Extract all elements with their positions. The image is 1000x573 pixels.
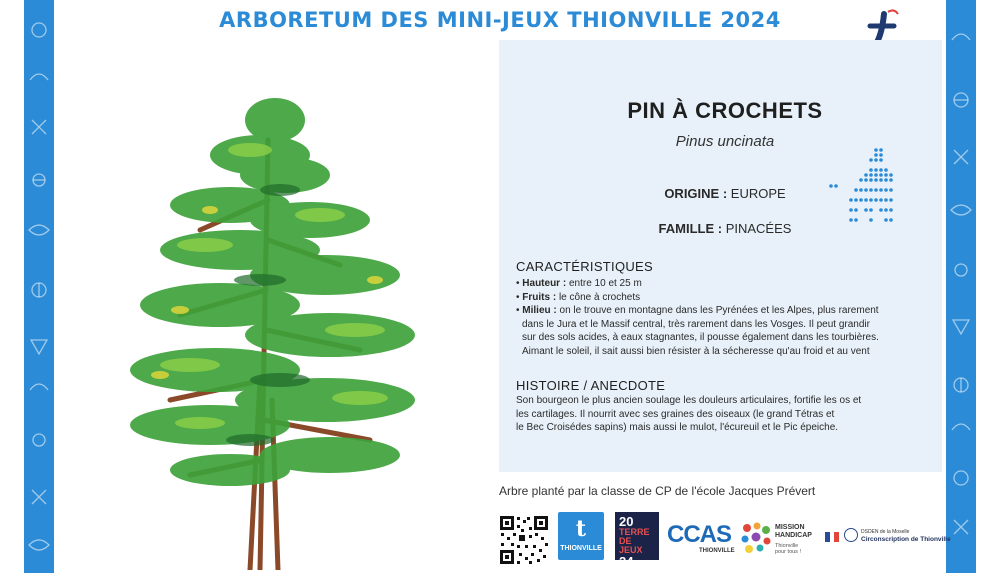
ccas-text: CCAS xyxy=(667,521,732,548)
tdj-line: DE JEUX xyxy=(619,536,643,555)
right-sport-pattern-band xyxy=(946,0,976,573)
family-value: PINACÉES xyxy=(725,221,792,236)
history-text xyxy=(516,394,936,435)
qr-code-icon[interactable] xyxy=(499,515,549,565)
height-label: Hauteur : xyxy=(522,278,567,289)
habitat-line: dans le Jura et le Massif central, très rarement dans les Vosges. Il peut grandir xyxy=(522,318,870,330)
mh-line: Thionville xyxy=(775,543,799,549)
painted-pine-tree-icon xyxy=(110,80,440,570)
partner-logos xyxy=(499,512,951,569)
colored-dots-icon xyxy=(739,522,773,554)
family-label: FAMILLE : xyxy=(658,221,723,236)
origin-value: EUROPE xyxy=(730,186,786,201)
circonscription-logo xyxy=(825,512,951,560)
mh-line: HANDICAP xyxy=(775,532,812,539)
page-title: ARBORETUM DES MINI-JEUX THIONVILLE 2024 xyxy=(219,8,781,32)
tdj-line: TERRE xyxy=(619,527,650,537)
list-item: • Milieu : on le trouve en montagne dans les Pyrénées et les Alpes, plus rarement xyxy=(516,305,879,316)
characteristics-list xyxy=(516,277,936,358)
fruit-label: Fruits : xyxy=(522,291,557,303)
habitat-line: Aimant le soleil, il sait aussi bien résister à la sécheresse qu'au froid et au vent xyxy=(522,345,870,357)
characteristics-title: CARACTÉRISTIQUES xyxy=(516,259,653,274)
ccas-logo xyxy=(667,512,733,560)
mission-handicap-title xyxy=(775,524,812,540)
list-item: • Fruits : le cône à crochets xyxy=(516,291,641,303)
terre-de-jeux-logo xyxy=(615,512,659,569)
tree-latin-name: Pinus uncinata xyxy=(675,133,775,150)
thionville-partner-logo xyxy=(558,512,604,560)
origin-label: ORIGINE : xyxy=(664,186,728,201)
thionville-mark: t xyxy=(575,516,587,542)
fruit-value: le cône à crochets xyxy=(556,291,641,303)
habitat-line: sur des sols acides, à eaux stagnantes, il pousse également dans les tourbières. xyxy=(522,332,879,343)
habitat-label: Milieu : xyxy=(522,305,557,316)
circonscription-text: Circonscription de Thionville xyxy=(861,536,951,543)
history-line: Son bourgeon le plus ancien soulage les douleurs articulaires, fortifie les os et xyxy=(516,395,862,406)
mh-line: MISSION xyxy=(775,524,805,531)
sport-icons-pattern-icon xyxy=(946,0,976,573)
tdj-line: 24 xyxy=(619,554,634,569)
history-line: le Bec Croisédes sapins) mais aussi le mulot, l'écureuil et le Pic épeiche. xyxy=(516,422,839,433)
french-flag-icon xyxy=(825,532,839,542)
left-sport-pattern-band xyxy=(24,0,54,573)
mh-line: pour tous ! xyxy=(775,549,801,555)
height-value: entre 10 et 25 m xyxy=(566,278,642,289)
mission-handicap-subtitle xyxy=(775,543,801,555)
mission-handicap-logo xyxy=(739,512,819,560)
ccas-city-text: THIONVILLE xyxy=(699,548,735,554)
seal-icon xyxy=(844,528,858,542)
tree-name: PIN À CROCHETS xyxy=(627,98,823,123)
thionville-partner-text: THIONVILLE xyxy=(560,545,602,552)
planted-by-text: Arbre planté par la classe de CP de l'école Jacques Prévert xyxy=(499,484,816,498)
history-title: HISTOIRE / ANECDOTE xyxy=(516,378,666,393)
list-item: • Hauteur : entre 10 et 25 m xyxy=(516,278,642,289)
dsden-text: DSDEN de la Moselle xyxy=(861,529,910,535)
sport-icons-pattern-icon xyxy=(24,0,54,573)
history-line: les cartilages. Il nourrit avec ses graines des oiseaux (le grand Tétras et xyxy=(516,408,835,420)
tdj-line: 20 xyxy=(619,514,634,529)
europe-dot-map-icon xyxy=(826,146,898,228)
habitat-value: on le trouve en montagne dans les Pyrénées et les Alpes, plus rarement xyxy=(556,305,879,316)
